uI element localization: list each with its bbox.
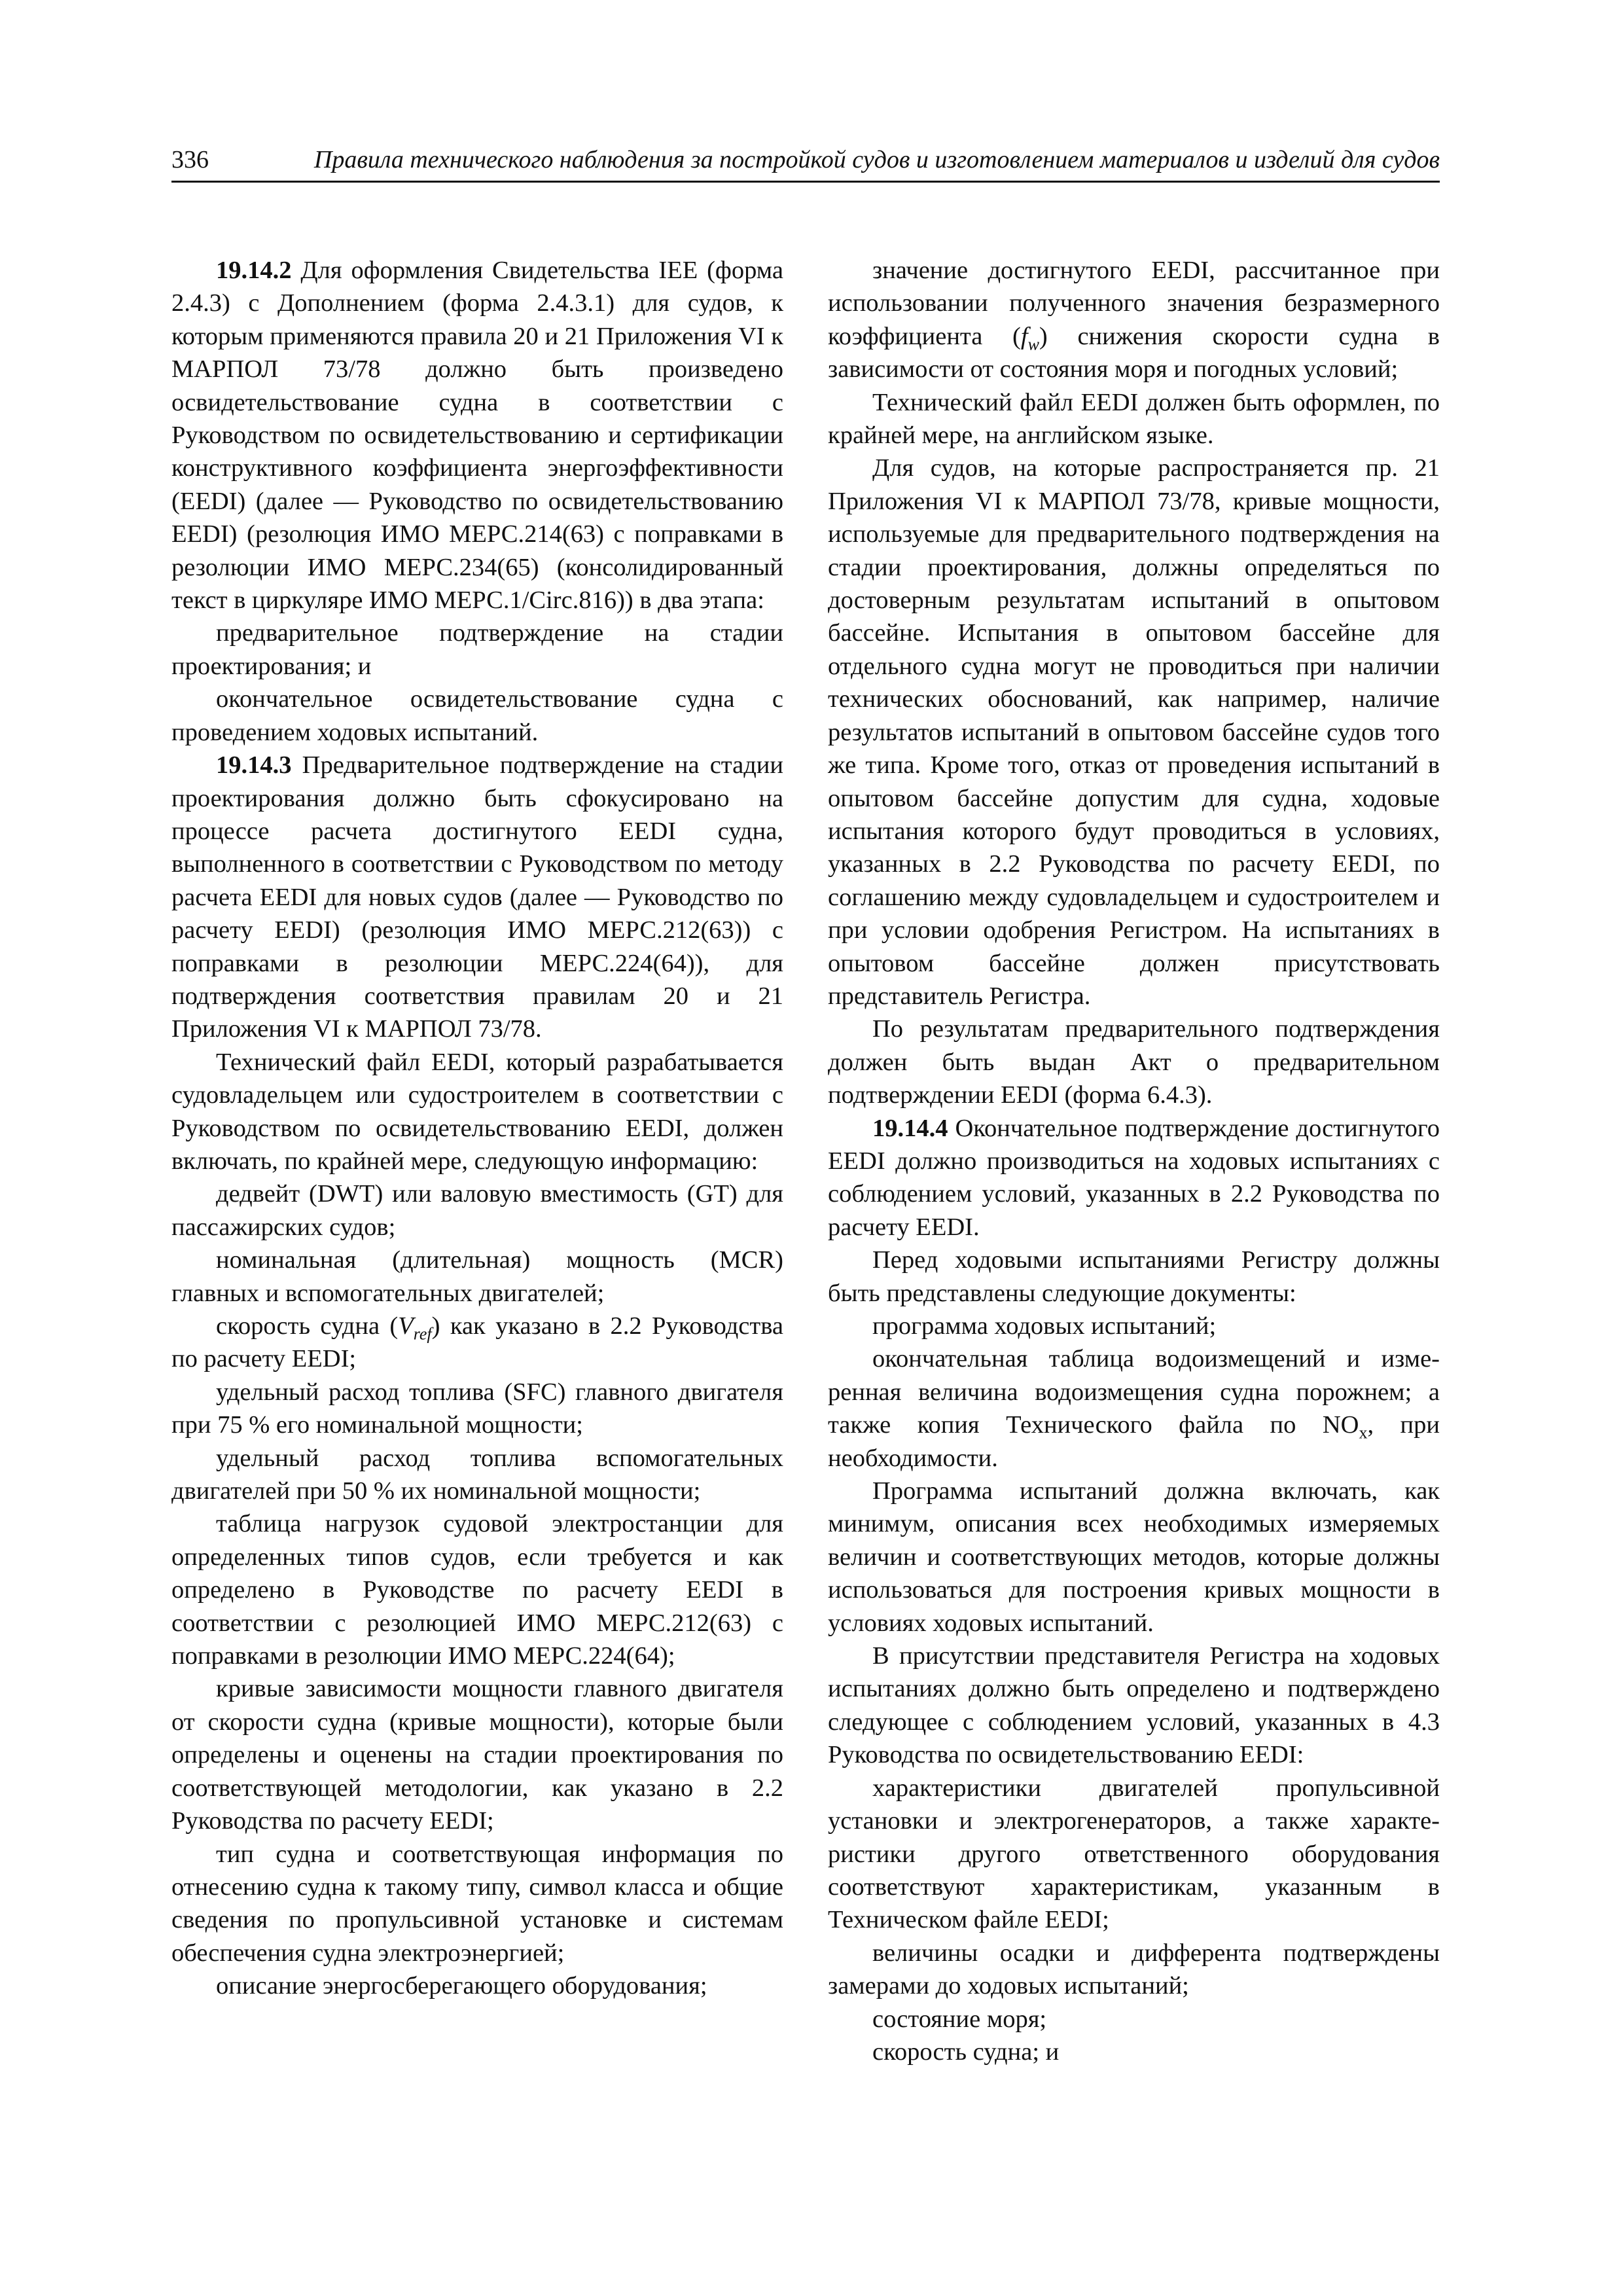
left-column — [171, 254, 783, 2003]
paragraph-test-program: Программа испытаний должна включать, как минимум, описания всех необходимых измеряемых величин и соответствующих методов, которые должны использоваться для построения кривых мощности в условиях ходовых испытаний. — [828, 1477, 1440, 1637]
paragraph-surveyor-presence: В присутствии представителя Регистра на ходовых испытаниях должно быть определено и подтверждено следующее с соблюдением условий, указанных в 4.3 Руководства по освидетельствованию EEDI: — [828, 1642, 1440, 1769]
paragraph-model-tests: Для судов, на которые распространяется пр. 21 Приложения VI к МАРПОЛ 73/78, кривые мощности, используемые для предварительного подтверждения на стадии проектирования, должны определяться по достоверным результатам испытаний в опытовом бассейне. Испытания в опытовом бассейне для отдельного судна могут не проводиться при наличии технических обоснований, как например, наличие результатов испытаний в опытовом бассейне судов того же типа. Кроме того, отказ от проведения испытаний в опытовом бассейне допустим для судна, ходовые испытания которого будут проводиться в условиях, указанных в 2.2 Руководства по расчету EEDI, по соглашению между судовладельцем и судостроителем и при условии одобрения Регистром. На испытаниях в опытовом бассейне должен присутствовать представитель Регистра. — [828, 454, 1440, 1010]
page-header — [171, 143, 1440, 183]
paragraph-technical-file: Технический файл EEDI, который разрабатывается судовладельцем или судостроителем в соответствии с Руководством по освидетельствованию EEDI, должен включать, по крайней мере, следующую информацию: — [171, 1048, 783, 1175]
paragraph-preliminary-report: По результатам предварительного подтверждения должен быть выдан Акт о предварительном подтверждении EEDI (форма 6.4.3). — [828, 1015, 1440, 1109]
list-item-deadweight: дедвейт (DWT) или валовую вместимость (GT) для пассажирских судов; — [171, 1180, 783, 1241]
list-item-ship-speed: скорость судна $(V_{ref})$ как указано в 2.2 Руководства по расчету EEDI; — [171, 1312, 783, 1373]
list-item-sfc-main: удельный расход топлива (SFC) главного двигателя при 75 % его номинальной мощности; — [171, 1378, 783, 1439]
section-number: 19.14.3 — [216, 751, 292, 780]
list-item-draught-trim: величины осадки и дифферента подтверждены замерами до ходовых испытаний; — [828, 1939, 1440, 2000]
list-item-engine-characteristics: характеристики двигателей пропульсивной установки и электрогенераторов, а также характеристики другого ответственного оборудования соответствуют характеристикам, указанным в Техническом файле EEDI; — [828, 1774, 1440, 1934]
list-item-mcr: номинальная (длительная) мощность (MCR) главных и вспомогательных двигателей; — [171, 1246, 783, 1307]
list-item-preliminary: предварительное подтверждение на стадии проектирования; и — [171, 619, 783, 680]
paragraph-19-14-2 — [171, 254, 783, 617]
list-item-power-curves: кривые зависимости мощности главного двигателя от скорости судна (кривые мощности), которые были определены и оценены на стадии проектирования по соответствующей методологии, как указано в 2.2 Руководства по расчету EEDI; — [171, 1675, 783, 1835]
list-item-final-survey: окончательное освидетельствование судна с проведением ходовых испытаний. — [171, 685, 783, 746]
paragraph-english-language: Технический файл EEDI должен быть оформлен, по крайней мере, на английском языке. — [828, 388, 1440, 450]
right-column — [828, 254, 1440, 2068]
paragraph-documents: Перед ходовыми испытаниями Регистру должны быть представлены следующие документы: — [828, 1246, 1440, 1307]
list-item-trial-program: программа ходовых испытаний; — [872, 1312, 1217, 1340]
list-item-energy-saving: описание энергосберегающего оборудования; — [216, 1972, 707, 2000]
list-item-attained-eedi: значение достигнутого EEDI, рассчитанное при использовании полученного значения безразмерного коэффициента $(f_w)$ снижения скорости судна в зависимости от состояния моря и погодных условий; — [828, 257, 1440, 384]
paragraph-text: Предварительное подтверждение на стадии проектирования должно быть сфокусировано на процессе расчета достигнутого EEDI судна, выполненного в соответствии с Руководством по методу расчета EEDI для новых судов (далее — Руководство по расчету EEDI) (резолюция ИМО МЕРС.212(63)) с поправками в резолюции МЕРС.224(64)), для подтверждения соответствия правилам 20 и 21 Приложения VI к МАРПОЛ 73/78. — [171, 751, 783, 1043]
paragraph-text: Для оформления Свидетельства IEE (форма 2.4.3) с Дополнением (форма 2.4.3.1) для судов, к которым применяются правила 20 и 21 Приложения VI к МАРПОЛ 73/78 должно быть произведено освидетельствование судна в соответствии с Руководством по освидетельствованию и сертификации конструктивного коэффициента энергоэффективности (EEDI) (далее — Руководство по освидетельствованию EEDI) (резолюция ИМО МЕРС.214(63) с поправками в резолюции ИМО МЕРС.234(65) (консолидированный текст в циркуляре ИМО МЕРС.1/Circ.816)) в два этапа: — [171, 257, 783, 615]
list-item-ship-type: тип судна и соответствующая информация по отнесению судна к такому типу, символ класса и общие сведения по пропульсивной установке и системам обеспечения судна электроэнергией; — [171, 1840, 783, 1967]
paragraph-19-14-4 — [828, 1112, 1440, 1244]
list-item-sea-state: состояние моря; — [872, 2005, 1047, 2033]
list-item-load-table: таблица нагрузок судовой электростанции для определенных типов судов, если требуется и как определено в Руководстве по расчету EEDI в соответствии с резолюцией ИМО МЕРС.212(63) с поправками в резолюции ИМО МЕРС.224(64); — [171, 1510, 783, 1670]
list-item-displacement-table: окончательная таблица водоизмещений и измеренная величина водоизмещения судна порожнем; а также копия Технического файла по $NO_x$, при необходимости. — [828, 1345, 1440, 1472]
page-number: 336 — [171, 146, 209, 173]
paragraph-text: Окончательное подтверждение достигнутого EEDI должно производиться на ходовых испытаниях с соблюдением условий, указанных в 2.2 Руководства по расчету EEDI. — [828, 1114, 1440, 1241]
running-title: Правила технического наблюдения за постройкой судов и изготовлением материалов и изделий для судов — [313, 146, 1440, 173]
section-number: 19.14.2 — [216, 257, 292, 284]
section-number: 19.14.4 — [872, 1114, 948, 1142]
list-item-sfc-aux: удельный расход топлива вспомогательных двигателей при 50 % их номинальной мощности; — [171, 1444, 783, 1505]
paragraph-19-14-3 — [171, 749, 783, 1046]
list-item-ship-speed-trial: скорость судна; и — [872, 2037, 1060, 2066]
